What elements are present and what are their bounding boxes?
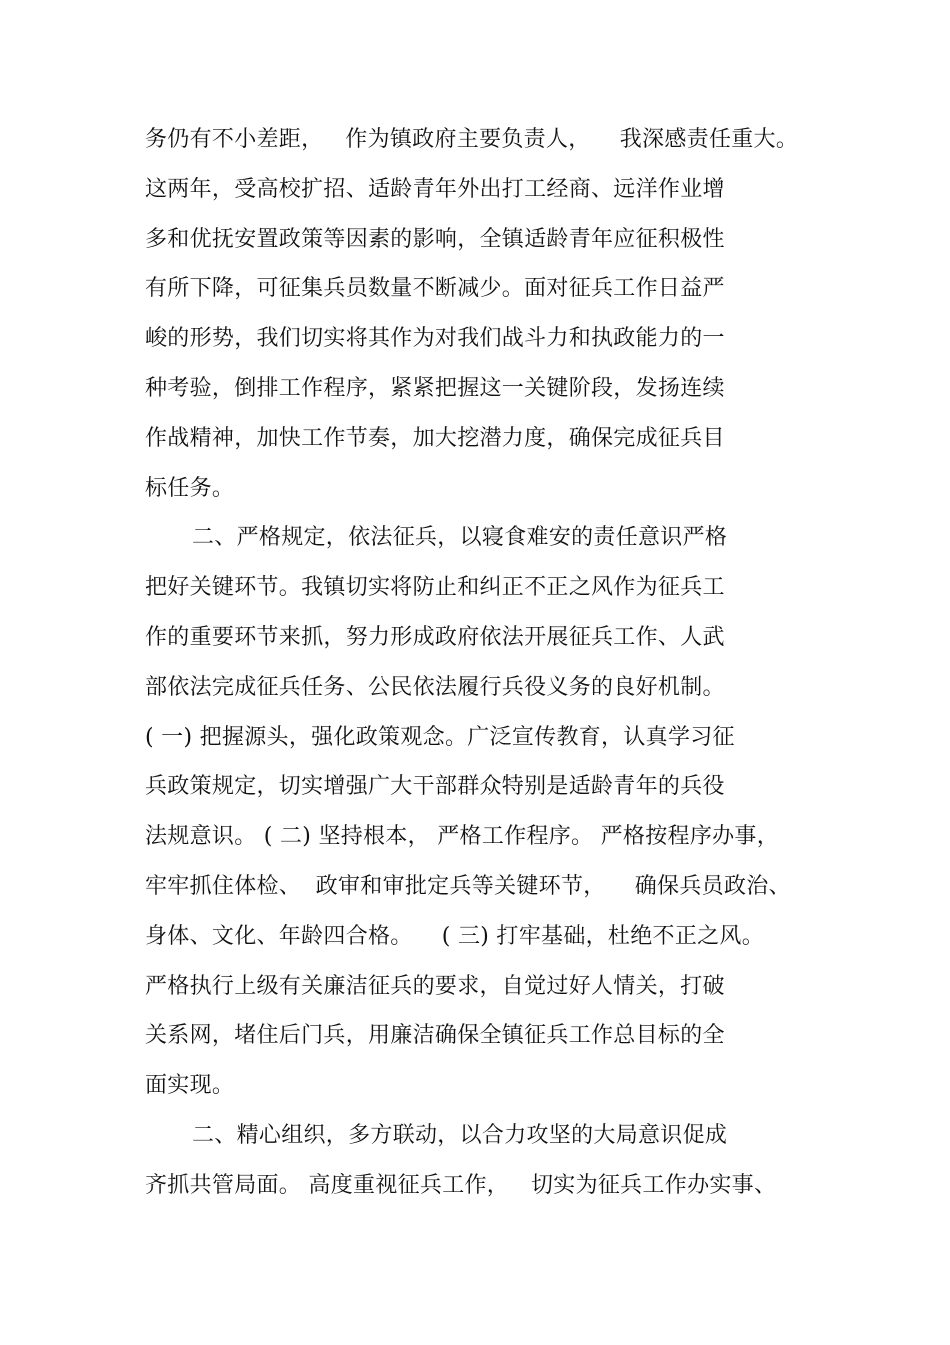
text-line: 标任务。	[145, 476, 235, 501]
text-line: 兵政策规定，切实增强广大干部群众特别是适龄青年的兵役	[145, 774, 725, 799]
text-line: 齐抓共管局面。 高度重视征兵工作， 切实为征兵工作办实事、	[145, 1173, 777, 1198]
text-line: 部依法完成征兵任务、公民依法履行兵役义务的良好机制。	[145, 675, 725, 700]
text-line: 作的重要环节来抓，努力形成政府依法开展征兵工作、人武	[145, 625, 725, 650]
paragraph-heading-line: 二、严格规定，依法征兵，以寝食难安的责任意识严格	[192, 525, 728, 550]
text-line: 峻的形势，我们切实将其作为对我们战斗力和执政能力的一	[145, 326, 725, 351]
text-line: 法规意识。 ( 二) 坚持根本， 严格工作程序。 严格按程序办事，	[145, 824, 780, 849]
text-line: ( 一) 把握源头，强化政策观念。广泛宣传教育，认真学习征	[145, 725, 735, 750]
text-line: 作战精神，加快工作节奏，加大挖潜力度，确保完成征兵目	[145, 426, 725, 451]
text-line: 这两年，受高校扩招、适龄青年外出打工经商、远洋作业增	[145, 177, 725, 202]
text-line: 有所下降，可征集兵员数量不断减少。面对征兵工作日益严	[145, 276, 725, 301]
text-line: 身体、文化、年龄四合格。 ( 三) 打牢基础，杜绝不正之风。	[145, 924, 765, 949]
text-line: 牢牢抓住体检、 政审和审批定兵等关键环节， 确保兵员政治、	[145, 874, 791, 899]
text-line: 面实现。	[145, 1073, 235, 1098]
paragraph-heading-line: 二、精心组织，多方联动，以合力攻坚的大局意识促成	[192, 1123, 728, 1148]
text-line: 把好关键环节。我镇切实将防止和纠正不正之风作为征兵工	[145, 575, 725, 600]
text-line: 严格执行上级有关廉洁征兵的要求，自觉过好人情关，打破	[145, 974, 725, 999]
text-line: 种考验，倒排工作程序，紧紧把握这一关键阶段，发扬连续	[145, 376, 725, 401]
text-line: 多和优抚安置政策等因素的影响，全镇适龄青年应征积极性	[145, 227, 725, 252]
text-line: 务仍有不小差距， 作为镇政府主要负责人， 我深感责任重大。	[145, 127, 799, 152]
text-line: 关系网，堵住后门兵，用廉洁确保全镇征兵工作总目标的全	[145, 1023, 725, 1048]
